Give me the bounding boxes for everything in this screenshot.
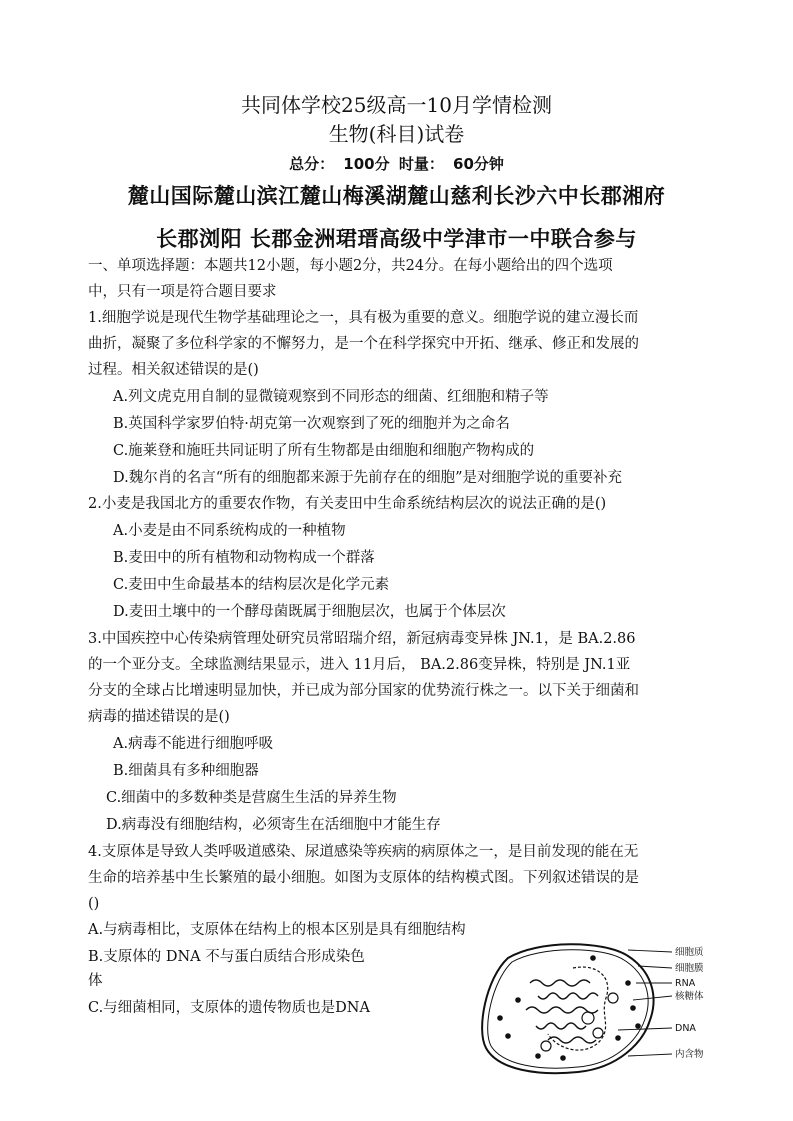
q1-option-d: D.魏尔肖的名言“所有的细胞都来源于先前存在的细胞”是对细胞学说的重要补充 xyxy=(113,470,623,486)
score-time-line: 总分： 100分 时量： 60分钟 xyxy=(289,155,504,173)
q3-stem-line-1: 3.中国疾控中心传染病管理处研究员常昭瑞介绍，新冠病毒变异株 JN.1，是 BA.2.86 xyxy=(88,631,636,647)
inclusions xyxy=(541,993,618,1051)
exam-subtitle: 生物(科目)试卷 xyxy=(328,122,465,146)
leader-lines xyxy=(618,950,672,1056)
q2-stem-line-1: 2.小麦是我国北方的重要农作物，有关麦田中生命系统结构层次的说法正确的是() xyxy=(88,496,607,512)
cell-membrane-outline xyxy=(482,944,653,1073)
q1-stem-line-1: 1.细胞学说是现代生物学基础理论之一，具有极为重要的意义。细胞学说的建立漫长而 xyxy=(88,310,639,326)
q3-stem-line-2: 的一个亚分支。全球监测结果显示，进入 11月后， BA.2.86变异株，特别是 JN.1亚 xyxy=(88,657,631,673)
q4-option-a: A.与病毒相比，支原体在结构上的根本区别是具有细胞结构 xyxy=(88,922,466,938)
q3-option-d: D.病毒没有细胞结构，必须寄生在活细胞中才能生存 xyxy=(106,817,441,833)
q3-option-a: A.病毒不能进行细胞呼吸 xyxy=(113,736,274,752)
q4-stem-line-2: 生命的培养基中生长繁殖的最小细胞。如图为支原体的结构模式图。下列叙述错误的是 xyxy=(88,870,639,886)
q1-option-c: C.施莱登和施旺共同证明了所有生物都是由细胞和细胞产物构成的 xyxy=(113,443,535,459)
label-ribosome: 核糖体 xyxy=(675,991,704,1002)
label-cytoplasm: 细胞质 xyxy=(675,947,704,958)
q1-option-a: A.列文虎克用自制的显微镜观察到不同形态的细菌、红细胞和精子等 xyxy=(113,389,549,405)
ribosomes xyxy=(497,955,641,1061)
label-cell-membrane: 细胞膜 xyxy=(675,963,704,974)
cell-membrane-inner xyxy=(488,950,648,1068)
q3-option-b: B.细菌具有多种细胞器 xyxy=(113,763,259,779)
schools-line-1: 麓山国际麓山滨江麓山梅溪湖麓山慈利长沙六中长郡湘府 xyxy=(127,184,666,208)
q2-option-a: A.小麦是由不同系统构成的一种植物 xyxy=(113,523,346,539)
mycoplasma-structure-diagram xyxy=(478,938,740,1078)
q1-stem-line-3: 过程。相关叙述错误的是() xyxy=(88,362,259,378)
schools-line-2: 长郡浏阳 长郡金洲珺瑨高级中学津市一中联合参与 xyxy=(156,227,637,251)
section-heading-line-2: 中，只有一项是符合题目要求 xyxy=(88,284,277,300)
label-rna: RNA xyxy=(675,978,696,989)
exam-title: 共同体学校25级高一10月学情检测 xyxy=(241,93,552,117)
q1-stem-line-2: 曲折，凝聚了多位科学家的不懈努力，是一个在科学探究中开拓、继承、修正和发展的 xyxy=(88,336,639,352)
q3-stem-line-4: 病毒的描述错误的是() xyxy=(88,709,230,725)
q4-stem-line-3: () xyxy=(88,896,100,912)
q4-stem-line-1: 4.支原体是导致人类呼吸道感染、尿道感染等疾病的病原体之一，是目前发现的能在无 xyxy=(88,844,639,860)
q4-option-b-line-2: 体 xyxy=(88,973,103,989)
label-dna: DNA xyxy=(675,1023,696,1034)
q2-option-b: B.麦田中的所有植物和动物构成一个群落 xyxy=(113,550,375,566)
section-heading-line-1: 一、单项选择题：本题共12小题，每小题2分，共24分。在每小题给出的四个选项 xyxy=(88,258,613,274)
q4-option-b-line-1: B.支原体的 DNA 不与蛋白质结合形成染色 xyxy=(88,949,365,965)
q3-option-c: C.细菌中的多数种类是营腐生生活的异养生物 xyxy=(106,790,397,806)
q1-option-b: B.英国科学家罗伯特·胡克第一次观察到了死的细胞并为之命名 xyxy=(113,416,510,432)
q3-stem-line-3: 分支的全球占比增速明显加快，并已成为部分国家的优势流行株之一。以下关于细菌和 xyxy=(88,683,639,699)
label-inclusion: 内含物 xyxy=(675,1049,704,1060)
q2-option-c: C.麦田中生命最基本的结构层次是化学元素 xyxy=(113,577,390,593)
q2-option-d: D.麦田土壤中的一个酵母菌既属于细胞层次，也属于个体层次 xyxy=(113,604,506,620)
q4-option-c: C.与细菌相同，支原体的遗传物质也是DNA xyxy=(88,1000,370,1016)
